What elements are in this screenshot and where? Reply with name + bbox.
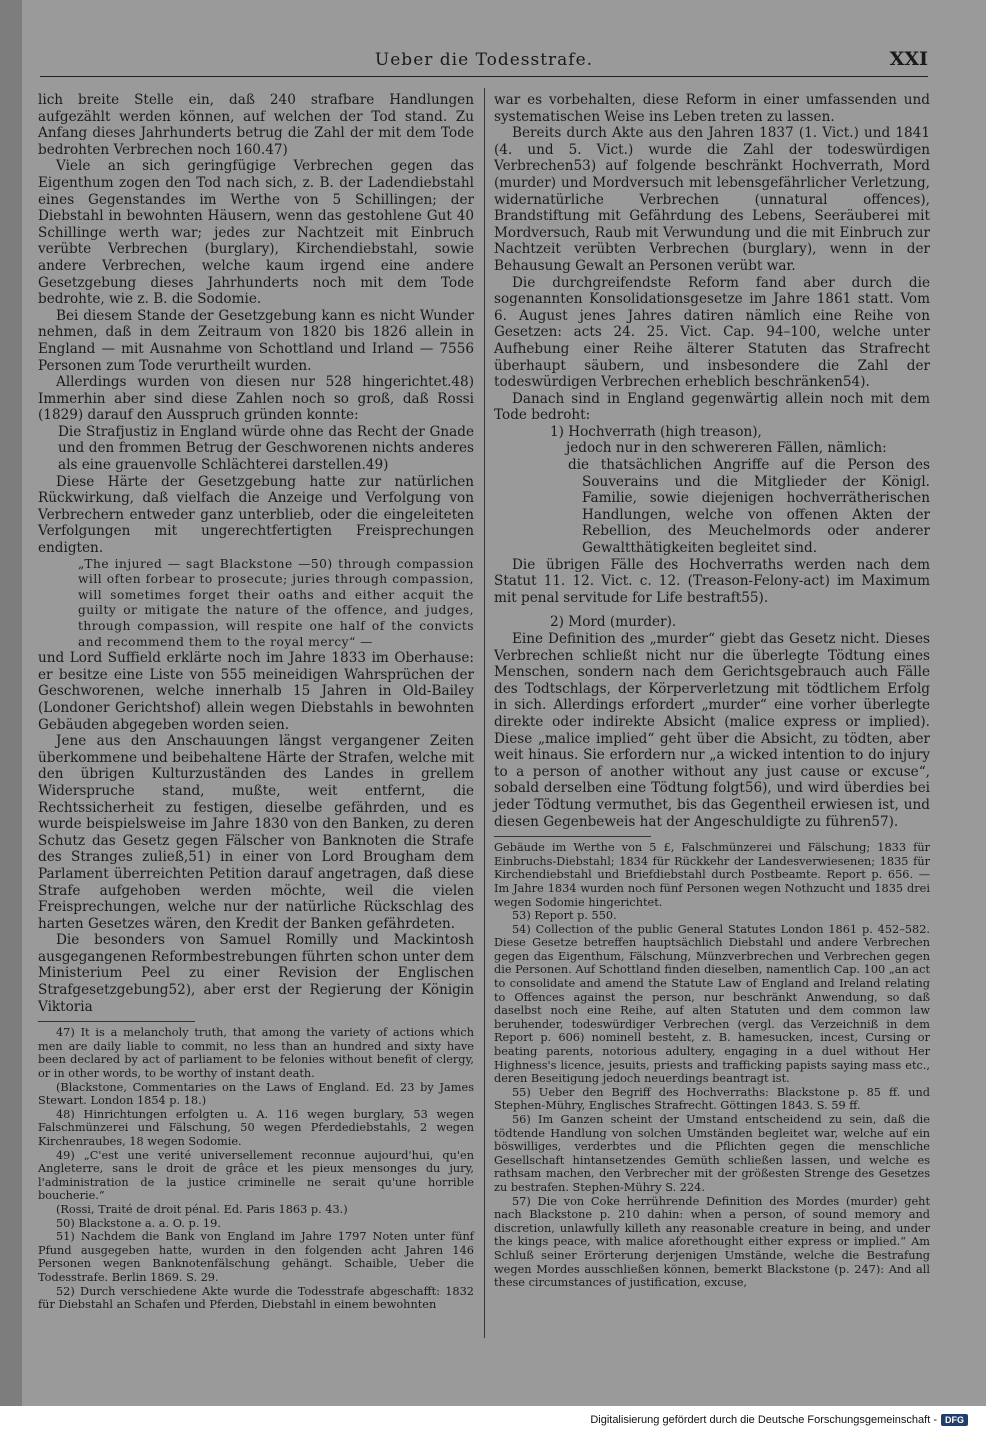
left-column bbox=[38, 92, 474, 1312]
digitization-credit bbox=[590, 1414, 968, 1426]
footnote: 54) Collection of the public General Statutes London 1861 p. 452–582. Diese Gesetze betreffen hauptsächlich Diebstahl und andere Verbrechen gegen das Eigenthum, Fälschung, Münzverbrechen und Verbrechen gegen die Personen. Auf Schottland finden dieselben, namentlich Cap. 100 „an act to consolidate and amend the Statute Law of England and Ireland relating to Offences against the person, nur beschränkt Anwendung, so daß daselbst noch eine Reihe, auf alten Statuten und dem common law beruhender, todeswürdiger Verbrechen (vergl. das Verzeichniß in dem Report p. 606) nominell besteht, z. B. hamesucken, incest, Cursing or beating parents, notorious adultery, engaging in a duel without Her Highness's licence, jesuits, priests and trafficking papists saying mass etc., deren Beseitigung jedoch neuerdings beantragt ist. bbox=[494, 922, 930, 1086]
footnote: 50) Blackstone a. a. O. p. 19. bbox=[56, 1216, 221, 1230]
footnote: 52) Durch verschiedene Akte wurde die Todesstrafe abgeschafft: 1832 für Diebstahl an Schafen und Pferden, Diebstahl in einem bewohnten bbox=[38, 1284, 474, 1312]
paragraph: Diese Härte der Gesetzgebung hatte zur natürlichen Rückwirkung, daß vielfach die Anzeige und Verfolgung von Verbrechern entweder ganz unterblieb, oder die eingeleiteten Verfolgungen mit ungerechtfertigten Freisprechungen endigten. bbox=[38, 473, 474, 557]
paragraph: Viele an sich geringfügige Verbrechen gegen das Eigenthum zogen den Tod nach sich, z. B. der Ladendiebstahl eines Gegenstandes im Werthe von 5 Schillingen; der Diebstahl in bewohnten Häusern, wenn das gestohlene Gut 40 Schillinge werth war; jedes zur Nachtzeit mit Einbruch verübte Verbrechen (burglary), Kirchendiebstahl, sowie andere Verbrechen, welche kaum irgend eine andere Gesetzgebung dieses Jahrhunderts noch mit dem Tode bedrohte, wie z. B. die Sodomie. bbox=[38, 158, 474, 308]
footnotes bbox=[38, 1026, 474, 1311]
footnote: 55) Ueber den Begriff des Hochverraths: Blackstone p. 85 ff. und Stephen-Mühry, Englisches Strafrecht. Göttingen 1843. S. 59 ff. bbox=[494, 1085, 930, 1113]
footnote-rule bbox=[494, 836, 651, 837]
footnote: 56) Im Ganzen scheint der Umstand entscheidend zu sein, daß die tödtende Handlung von solchen Umständen begleitet war, welche auf ein böswilliges, verderbtes und die Pflichten gegen die menschliche Gesellschaft hintansetzendes Gemüth schließen lassen, und welche es rathsam machen, den Verbrecher mit der größesten Strenge des Gesetzes zu bestrafen. Stephen-Mühry S. 224. bbox=[494, 1113, 930, 1194]
footnote: (Rossi, Traité de droit pénal. Ed. Paris 1863 p. 43.) bbox=[56, 1202, 348, 1216]
footnote: 48) Hinrichtungen erfolgten u. A. 116 wegen burglary, 53 wegen Falschmünzerei und Fälschung, 50 wegen Pferdediebstahls, 2 wegen Kirchenraubes, 18 wegen Sodomie. bbox=[38, 1107, 474, 1148]
list-item-detail: die thatsächlichen Angriffe auf die Person des Souverains und die Mitglieder der Königl. Familie, sowie diejenigen hochverrätherischen Handlungen, welche von offenen Akten der Rebellion, des Meuchelmords oder anderer Gewaltthätigkeiten begleitet sind. bbox=[568, 457, 930, 557]
footnote: 51) Nachdem die Bank von England im Jahre 1797 Noten unter fünf Pfund ausgegeben hatte, wurden in den folgenden acht Jahren 146 Personen wegen Banknotenfälschung gehängt. Schaible, Ueber die Todesstrafe. Berlin 1869. S. 29. bbox=[38, 1230, 474, 1284]
footnote: 49) „C'est une verité universellement reconnue aujourd'hui, qu'en Angleterre, sans le droit de grâce et les pieux mensonges du jury, l'administration de la justice criminelle ne serait qu'une horrible boucherie.“ bbox=[38, 1148, 474, 1203]
running-title: Ueber die Todesstrafe. bbox=[374, 50, 594, 70]
paragraph: Bereits durch Akte aus den Jahren 1837 (1. Vict.) und 1841 (4. und 5. Vict.) wurde die Zahl der todeswürdigen Verbrechen53) auf folgende beschränkt Hochverrath, Mord (murder) und Mordversuch mit lebensgefährlicher Verletzung, widernatürliche Verbrechen (unnatural offences), Brandstiftung mit Gefährdung des Lebens, Seeräuberei mit Mordversuch, Raub mit Verwundung und die mit Einbruch zur Nachtzeit verübten Verbrechen (burglary), wenn in der Behausung Gewalt an Personen verübt war. bbox=[494, 125, 930, 274]
footnote: Gebäude im Werthe von 5 £, Falschmünzerei und Fälschung; 1833 für Einbruchs-Diebstahl; 1834 für Rückkehr der Landesverwiesenen; 1835 für Kirchendiebstahl und Briefdiebstahl durch Postbeamte. Report p. 656. — Im Jahre 1834 wurden noch fünf Personen wegen Nothzucht und 1835 drei wegen Sodomie hingerichtet. bbox=[494, 841, 930, 909]
page-header bbox=[40, 50, 928, 77]
list-item-sub: jedoch nur in den schwereren Fällen, nämlich: bbox=[566, 440, 887, 457]
column-divider bbox=[484, 88, 485, 1338]
footnote: 53) Report p. 550. bbox=[512, 909, 617, 923]
paragraph: Die durchgreifendste Reform fand aber durch die sogenannten Konsolidationsgesetze im Jahre 1861 statt. Vom 6. August jenes Jahres datiren nämlich eine Reihe von Gesetzen: acts 24. 25. Vict. Cap. 94–100, welche unter Aufhebung einer Reihe älterer Statuten das Strafrecht überhaupt säubern, und insbesondere die Zahl der todeswürdigen Verbrechen erheblich beschränken54). bbox=[494, 274, 930, 391]
list-item: 2) Mord (murder). bbox=[550, 614, 677, 631]
paragraph: Allerdings wurden von diesen nur 528 hingerichtet.48) Immerhin aber sind diese Zahlen noch so groß, daß Rossi (1829) darauf den Ausspruch gründen konnte: bbox=[38, 374, 474, 424]
paragraph: Eine Definition des „murder“ giebt das Gesetz nicht. Dieses Verbrechen schließt nicht nur die überlegte Tödtung eines Menschen, sondern nach dem Gerichtsgebrauch auch Fälle des Todtschlags, der Körperverletzung mit tödtlichem Erfolg in sich. Allerdings erfordert „murder“ eine vorher überlegte direkte oder indirekte Absicht (malice express or implied). Diese „malice implied“ geht über die Absicht, zu tödten, aber weit hinaus. Sie erfordern nur „a wicked intention to do injury to a person of another without any just cause or excuse“, sobald derselben eine Tödtung folgt56), und wird überdies bei jeder Tödtung vermuthet, bis das Gegentheil erwiesen ist, und diesen Gegenbeweis hat der Angeschuldigte zu führen57). bbox=[494, 631, 930, 830]
footnote: (Blackstone, Commentaries on the Laws of England. Ed. 23 by James Stewart. London 1854 p. 18.) bbox=[38, 1080, 474, 1108]
list-item: 1) Hochverrath (high treason), bbox=[550, 423, 762, 440]
credit-text: Digitalisierung gefördert durch die Deutsche Forschungsgemeinschaft - bbox=[590, 1414, 937, 1426]
dfg-logo: DFG bbox=[941, 1414, 968, 1426]
paragraph: Jene aus den Anschauungen längst vergangener Zeiten überkommene und beibehaltene Härte der Strafen, welche mit den übrigen Kulturzuständen des Landes in grellem Widerspruche stand, mußte, weit entfernt, die Rechtssicherheit zu festigen, dieselbe gefährden, und es wurde beispielsweise im Jahre 1830 von den Banken, zu deren Schutz das Gesetz gegen Fälscher von Banknoten die Strafe des Stranges zuließ,51) in einer von Lord Brougham dem Parlament überreichten Petition darauf angetragen, daß diese Strafe aufgehoben werden möchte, weil die vielen Freisprechungen, welche nur der natürliche Rückschlag des harten Gesetzes wären, den Kredit der Banken gefährdeten. bbox=[38, 733, 474, 932]
paragraph: und Lord Suffield erklärte noch im Jahre 1833 im Oberhause: er besitze eine Liste von 555 meineidigen Wahrsprüchen der Geschworenen, welche innerhalb 15 Jahren in Old-Bailey (Londoner Gerichtshof) allein wegen Diebstahls in bewohnten Gebäuden abgegeben worden seien. bbox=[38, 650, 474, 733]
paragraph: lich breite Stelle ein, daß 240 strafbare Handlungen aufgezählt werden können, auf welchen der Tod stand. Zu Anfang dieses Jahrhunderts betrug die Zahl der mit dem Tode bedrohten Verbrechen noch 160.47) bbox=[38, 92, 474, 158]
footnote: 47) It is a melancholy truth, that among the variety of actions which men are daily liable to commit, no less than an hundred and sixty have been declared by act of parliament to be felonies without benefit of clergy, or in other words, to be worthy of instant death. bbox=[38, 1026, 474, 1081]
footnotes bbox=[494, 841, 930, 1290]
block-quote: Die Strafjustiz in England würde ohne das Recht der Gnade und den frommen Betrug der Geschworenen nichts anderes als eine grauenvolle Schlächterei darstellen.49) bbox=[58, 423, 474, 474]
footnote: 57) Die von Coke herrührende Definition des Mordes (murder) geht nach Blackstone p. 210 dahin: when a person, of sound memory and discretion, unlawfully killeth any reasonable creature in being, and under the kings peace, with malice aforethought either express or implied.“ Am Schluß seiner Erörterung derjenigen Umstände, welche die Bestrafung wegen Mordes ausschließen können, bemerkt Blackstone (p. 247): And all these circumstances of justification, excuse, bbox=[494, 1194, 930, 1290]
paragraph: war es vorbehalten, diese Reform in einer umfassenden und systematischen Weise ins Leben treten zu lassen. bbox=[494, 92, 930, 125]
paragraph: Danach sind in England gegenwärtig allein noch mit dem Tode bedroht: bbox=[494, 390, 930, 424]
right-column bbox=[494, 92, 930, 1290]
paragraph: Bei diesem Stande der Gesetzgebung kann es nicht Wunder nehmen, daß in dem Zeitraum von 1820 bis 1826 allein in England — mit Ausnahme von Schottland und Irland — 7556 Personen zum Tode verurtheilt wurden. bbox=[38, 307, 474, 374]
paragraph: Die besonders von Samuel Romilly und Mackintosh ausgegangenen Reformbestrebungen führten schon unter dem Ministerium Peel zu einer Revision der Englischen Strafgesetzgebung52), aber erst der Regierung der Königin Viktoria bbox=[38, 932, 474, 1015]
page-number: XXI bbox=[889, 48, 928, 70]
english-quote: „The injured — sagt Blackstone —50) through compassion will often forbear to prosecute; juries through compassion, will sometimes forget their oaths and either acquit the guilty or mitigate the nature of the offence, and judges, through compassion, will respite one half of the convicts and recommend them to the royal mercy“ — bbox=[78, 556, 474, 649]
scan-edge bbox=[0, 0, 22, 1406]
footnote-rule bbox=[38, 1021, 195, 1022]
paragraph: Die übrigen Fälle des Hochverraths werden nach dem Statut 11. 12. Vict. c. 12. (Treason-Felony-act) im Maximum mit penal servitude for Life bestraft55). bbox=[494, 556, 930, 606]
